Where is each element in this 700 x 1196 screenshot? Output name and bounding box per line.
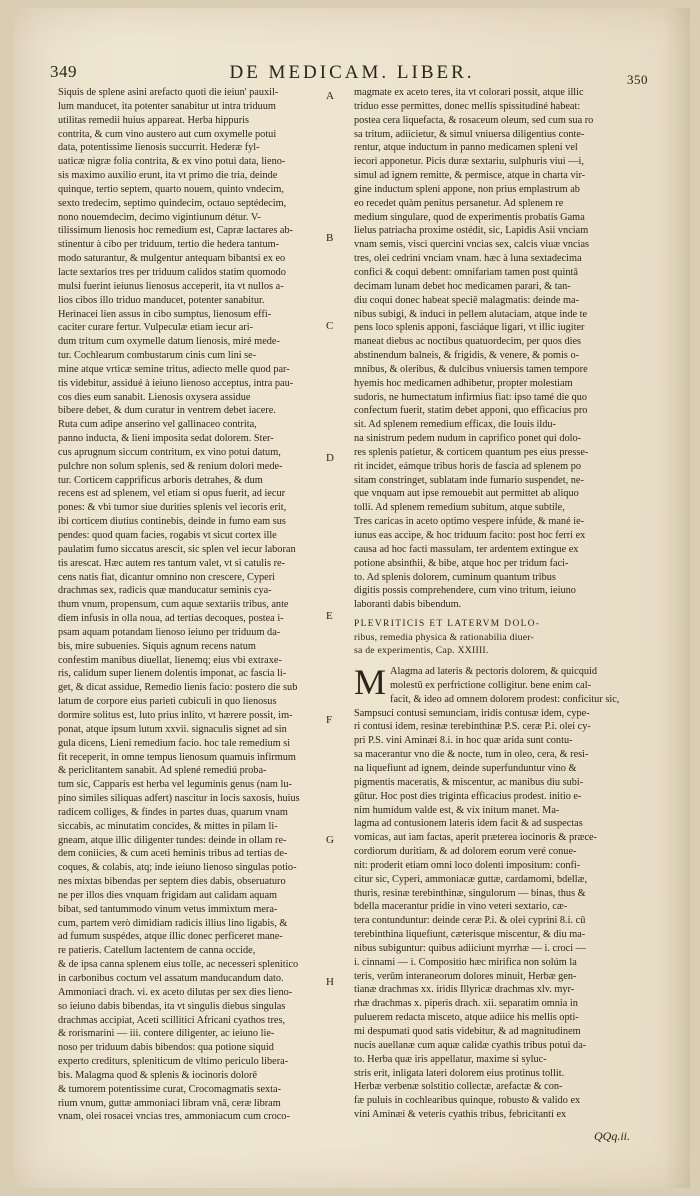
text-line: gine inductum spleni appone, non prius emplastrum ab xyxy=(354,183,580,195)
text-line: decimam lunam debet hoc medicamen parari, & tan- xyxy=(354,280,571,292)
margin-letter: G xyxy=(326,834,334,846)
text-line: tum sic, Capparis est herba vel leguminis genus (nam lu- xyxy=(58,779,292,791)
text-line: siccabis, ac minutatim concides, & mittes in pilam li- xyxy=(58,820,278,832)
text-line: nim humidum valde est, & vix initum manet. Ma- xyxy=(354,804,560,816)
chapter-heading-line2: ribus, remedia physica & rationabilia diuer- xyxy=(354,632,534,644)
text-line: nibus subiguntur: quibus adiiciunt myrrhæ — i. croci — xyxy=(354,942,586,954)
text-line: ne per illos dies vnquam frigidam aut calidam aquam xyxy=(58,889,278,901)
text-line: confici & coqui debent: omnifariam tamen post quintā xyxy=(354,266,578,278)
text-line: gula dicens, Lieni remedium facio. hoc tale remedium si xyxy=(58,737,291,749)
text-line: maneat diebus ac noctibus quatuordecim, per quos dies xyxy=(354,336,582,348)
text-line: mi despumati quod satis videbitur, & ad magnitudinem xyxy=(354,1026,581,1037)
text-line: ri contusi idem, resinæ terebinthinæ P.S. ceræ P.i. olei cy- xyxy=(354,721,591,733)
text-line: noso per triduum dabis bibendos: qua potione siquid xyxy=(58,1042,274,1054)
right-column-chapter-text xyxy=(354,662,644,1122)
text-line: mnibus, & oleribus, & dulcibus vniuersis tamen tempore xyxy=(354,363,588,375)
margin-letter: A xyxy=(326,90,334,102)
text-line: causa ad hoc facti massulam, ter ardentem extingue ex xyxy=(354,543,579,555)
drop-cap: M xyxy=(354,662,387,703)
text-line: radicem colliges, & findes in partes duas, quarum vnam xyxy=(58,806,288,818)
text-line: sa tritum, adiicietur, & simul vniuersa diligentius conte- xyxy=(354,128,585,140)
text-line: sis maximo auxilio erunt, ita vt primo die tria, deinde xyxy=(58,170,278,182)
page-number-left: 349 xyxy=(50,62,77,81)
text-line: dum tritum cum oxymelle datum lienosis, miré mede- xyxy=(58,336,280,348)
text-line: simul ad ignem remitte, & permisce, atque in charta vir- xyxy=(354,170,586,182)
text-line: na sinistrum pedem nudum in caprifico ponet qui dolo- xyxy=(354,433,582,445)
text-line: i. cinnami — i. Compositio hæc mirifica non solúm la xyxy=(354,956,577,968)
text-line: pino similes siliquas adfert) nascitur in locis saxosis, huius xyxy=(58,793,300,805)
text-line: Ruta cum adipe anserino vel gallinaceo contrita, xyxy=(58,419,257,431)
text-line: triduo esse permittes, donec mellis spissitudiné habeat: xyxy=(354,100,581,112)
text-line: bibat, sed tantummodo vinum vetus immixtum mera- xyxy=(58,903,278,915)
chapter-heading xyxy=(354,618,644,657)
chapter-heading-caps: PLEVRITICIS ET LATERVM DOLO- xyxy=(354,619,541,630)
text-line: ris, calidum super lienem dolentis imponat, ac fascia li- xyxy=(58,668,287,680)
text-line: latum de corpore eius parieti cubiculi in quo lienosus xyxy=(58,696,277,708)
text-line: thum vnum, propensum, cum aquæ sextariis tribus, ante xyxy=(58,599,289,611)
book-page xyxy=(14,8,690,1188)
text-line: sitam constringet, sublatam inde fumario suspendet, ne- xyxy=(354,474,584,486)
text-line: bis. Malagma quod & splenis & iocinoris dolorē xyxy=(58,1069,258,1081)
text-line: utilitas remedii huius appareat. Herba hippuris xyxy=(58,114,250,126)
text-line: pulchre non solum splenis, sed & renium dolori mede- xyxy=(58,460,283,472)
text-line: drachmas sex, radicis quæ manducatur seminis cya- xyxy=(58,585,272,597)
text-line: to. Herba quæ iris appellatur, maxime si syluc- xyxy=(354,1053,547,1065)
text-line: lum manducet, ita potenter sanabitur ut intra triduum xyxy=(58,100,276,112)
text-line: & de ipsa canna splenem eius tolle, ac necesseri splenitico xyxy=(58,959,299,971)
right-column-top-text xyxy=(354,86,644,612)
text-line: uaticæ nigræ folia contrita, & ex vino potui data, lieno- xyxy=(58,156,286,168)
text-line: contrita, & cum vino austero aut cum oxymelle potui xyxy=(58,128,277,140)
text-line: Herinacei lien assus in cibo sumptus, lienosum effi- xyxy=(58,308,272,320)
text-line: rium vnum, guttæ ammoniaci libram vnā, ceræ libram xyxy=(58,1097,281,1109)
text-line: gūtur. Hoc post dies triginta efficacius prodest. initio e- xyxy=(354,790,582,802)
text-line: tur. Corticem capprificus arboris detrahes, & dum xyxy=(58,474,263,486)
text-line: vnam semis, visci quercini vncias sex, calcis viuæ vncias xyxy=(354,239,590,251)
text-line: tres, olei cedrini vnciam vnam. hæc à luna sextadecima xyxy=(354,253,582,265)
text-line: sudoris, ne humectatum infirmius fiat: ipso tamé die quo xyxy=(354,391,588,403)
text-line: digitis possis comprehendere, cum vino tritum, ieiuno xyxy=(354,585,576,597)
text-line: nucis auellanæ cum aquæ calidæ cyathis tribus potui da- xyxy=(354,1039,587,1051)
chapter-heading-line3: sa de experimentis, Cap. XXIIII. xyxy=(354,645,489,657)
text-line: recens est ad splenem, vel etiam si opus fuerit, ad iecur xyxy=(58,488,286,500)
text-line: res splenis patietur, & corticem quantum pes eius presse- xyxy=(354,446,589,458)
text-line: dem coniicies, & cum aceti heminis tribus ad tertias de- xyxy=(58,848,288,860)
text-line: pigmentis maceratis, & miscentur, ac manibus diu subi- xyxy=(354,776,584,788)
text-line: gneam, atque illic diligenter tundes: deinde in ollam re- xyxy=(58,834,287,846)
margin-letter: E xyxy=(326,610,333,622)
text-line: Sampsuci contusi semunciam, iridis contusæ idem, cype- xyxy=(354,707,590,719)
text-line: data, potentissime lienosis succurrit. Hederæ fyl- xyxy=(58,142,260,154)
text-line: postea cera liquefacta, & rosaceum oleum, sed cum sua ro xyxy=(354,114,594,126)
text-line: confectum fuerit, statim debet apponi, quo efficacius pro xyxy=(354,405,588,417)
text-line: Herbæ verbenæ solstitio collectæ, arefactæ & con- xyxy=(354,1081,563,1093)
text-line: ad fumum suspédes, atque illic donec perficeret mane- xyxy=(58,931,283,943)
text-line: cens natis fiat, dicantur omnino non crescere, Cyperi xyxy=(58,571,276,583)
text-line: lielus patriacha proxime ostédit, sic, Lapidis Asii vnciam xyxy=(354,225,589,237)
text-line: bibere debet, & dum curatur in ventrem debet iacere. xyxy=(58,405,276,417)
text-line: pens loco splenis apponi, fasciáque ligari, vt illic iugiter xyxy=(354,322,585,334)
text-line: Siquis de splene asini arefacto quoti die ieiun' pauxil- xyxy=(58,87,279,98)
text-line: Tres caricas in aceto optimo vespere infúde, & mané ie- xyxy=(354,516,585,528)
text-line: puluerem redacta misceto, atque adiice his mellis opti- xyxy=(354,1012,579,1024)
text-line: tianæ drachmas xx. iridis Illyricæ drachmas xlv. myr- xyxy=(354,984,575,996)
signature-mark: QQq.ii. xyxy=(594,1129,630,1143)
text-line: iunus eas accipe, & hoc triduum facito: post hoc ferri ex xyxy=(354,530,586,541)
text-line: iecori apponetur. Picis duræ sextariu, sulphuris viui —i, xyxy=(354,156,584,168)
text-line: mine atque vrticæ semine tritus, adiecto melle quod par- xyxy=(58,363,290,375)
text-line: teris, verūm interaneorum dolores minuit, Herbæ gen- xyxy=(354,970,577,982)
text-line: mulsi fuerint ieiunus lienosus acceperit, ita vt nullos a- xyxy=(58,280,284,292)
text-line: pendes: quod quam facies, rogabis vt sicut cortex ille xyxy=(58,530,277,541)
text-line: citur sic, Cyperi, ammoniacæ guttæ, cardamomi, bdellæ, xyxy=(354,873,588,885)
text-line: molestū ex perfrictione colligitur. bene enim cal- xyxy=(390,679,592,691)
text-line: thuris, resinæ terebinthinæ, singulorum — binas, thus & xyxy=(354,887,586,899)
text-line: vnam, olei rosacei vncias tres, ammoniacum cum croco- xyxy=(58,1111,290,1123)
margin-letter: D xyxy=(326,452,334,464)
text-line: stris erit, inligata lateri dolorem eius protinus tollit. xyxy=(354,1067,565,1079)
text-line: abstinendum balneis, & frigidis, & venere, & pomis o- xyxy=(354,350,580,362)
text-line: panno inducta, & lieni imposita sedat dolorem. Ster- xyxy=(58,433,274,445)
text-line: pri P.S. vini Aminæi 8.i. in hoc quæ arida sunt contu- xyxy=(354,735,573,747)
text-line: fæ puluis in cochlearibus quinque, robusto & valido ex xyxy=(354,1095,581,1107)
text-line: quinque, tertio septem, quarto nouem, quinto vndecim, xyxy=(58,183,284,195)
text-line: & rorismarini — iii. contere diligenter, ac ieiuno lie- xyxy=(58,1028,275,1040)
text-line: laboranti dabis bibendum. xyxy=(354,599,462,611)
left-text-column xyxy=(58,86,320,1124)
text-line: to. Ad splenis dolorem, cuminum quantum tribus xyxy=(354,571,556,583)
text-line: que vnquam aut ipse remouebit aut permittet ab aliquo xyxy=(354,488,579,500)
margin-letters xyxy=(322,86,346,1086)
text-line: cum, partem verò dimidiam radicis illius lino ligabis, & xyxy=(58,917,288,929)
text-line: medium singulare, quod de experimentis probatis Gama xyxy=(354,211,585,223)
text-line: & tumorem potentissime curat, Crocomagmatis sexta- xyxy=(58,1083,282,1095)
text-line: rhæ drachmas x. piperis drach. xii. separatim omnia in xyxy=(354,998,578,1010)
margin-letter: H xyxy=(326,976,334,988)
right-text-column xyxy=(354,86,644,1122)
text-line: na liquefiunt ad ignem, deinde superfunduntur vino & xyxy=(354,762,577,774)
text-line: caciter curare fertur. Vulpeculæ etiam iecur ari- xyxy=(58,322,254,334)
text-line: tur. Cochlearum combustarum cinis cum lini se- xyxy=(58,350,257,362)
text-line: tolli. Ad splenem remedium subitum, atque subtile, xyxy=(354,502,565,514)
text-line: psam aquam potandam lienoso ieiuno per triduum da- xyxy=(58,626,281,638)
text-line: sa macerantur vno die & nocte, tum in oleo, cera, & resi- xyxy=(354,749,589,761)
text-line: tis videbitur, assidué à ieiuno lienoso acceptus, intra pau- xyxy=(58,377,294,389)
text-line: sexto tredecim, septimo quindecim, octauo septédecim, xyxy=(58,197,287,209)
text-line: cus aprugnum siccum contritum, ex vino potui datum, xyxy=(58,446,281,458)
text-line: lacte sextarios tres per triduum calidos statim quomodo xyxy=(58,266,286,278)
text-line: ponat, atque ipsum lutum xxvii. signaculis signet ad sin xyxy=(58,723,287,735)
text-line: rentur, atque inductum in panno medicamen spleni vel xyxy=(354,142,578,154)
text-line: rit incidet, eámque tribus horis de fascia ad splenem po xyxy=(354,460,582,472)
text-line: diu coqui donec habeat speciē malagmatis: deinde ma- xyxy=(354,294,580,306)
text-line: nit: proderit etiam omni loco dolenti impositum: confi- xyxy=(354,859,581,871)
text-line: Ammoniaci drach. vi. ex aceto dilutas per sex dies lieno- xyxy=(58,986,293,998)
text-line: lios cibos illo triduo manducet, potenter sanabitur. xyxy=(58,294,265,306)
text-line: terebinthina liquefiunt, cæterisque miscentur, & diu ma- xyxy=(354,929,586,941)
text-line: diem infusis in olla noua, ad tertias decoques, postea i- xyxy=(58,613,284,625)
text-line: hyemis hoc medicamen adhibetur, propter molestiam xyxy=(354,377,573,389)
margin-letter: C xyxy=(326,320,334,332)
text-line: potione absinthii, & bibe, atque hoc per tridum faci- xyxy=(354,557,569,569)
text-line: sit. Ad splenem remedium efficax, die Iouis ildu- xyxy=(354,419,556,431)
page-number-right: 350 xyxy=(627,72,648,87)
margin-letter: B xyxy=(326,232,334,244)
text-line: in carbonibus coctum vel assatum manducandum dato. xyxy=(58,973,284,984)
text-line: paulatim fumo siccatus arescit, sic splen vel iecur laboran xyxy=(58,543,296,555)
text-line: tera contunduntur: deinde ceræ P.i. & olei cyprini 8.i. cū xyxy=(354,915,586,927)
text-line: drachmas accipiat, Aceti scillitici Africani cyathos tres, xyxy=(58,1014,286,1026)
text-line: stinentur à cibo per triduum, tertio die hedera tantum- xyxy=(58,239,280,251)
text-line: nono nouemdecim, decimo vigintiunum détur. V- xyxy=(58,211,261,223)
text-line: tis arescat. Hæc autem res tantum valet, vt si catulis re- xyxy=(58,557,286,569)
text-line: coques, & colabis, atq; inde ieiuno lienoso singulas potio- xyxy=(58,862,297,874)
text-line: vomicas, aut iam factas, aperit præterea iocinoris & præce- xyxy=(354,832,598,844)
text-line: experto crediturs, spleniticum de vltimo periculo libera- xyxy=(58,1056,289,1068)
text-line: magmate ex aceto teres, ita vt colorari possit, atque illic xyxy=(354,87,584,98)
margin-letter: F xyxy=(326,714,333,726)
text-line: cos dies eum sanabit. Lienosis oxysera assidue xyxy=(58,391,251,403)
text-line: ibi corticem diutius continebis, deinde in fumo eam sus xyxy=(58,516,286,528)
text-line: confestim manibus diuellat, lienemq; eius vbi extraxe- xyxy=(58,654,282,666)
running-head: DE MEDICAM. LIBER. xyxy=(229,62,475,83)
text-line: bdella macerantur pridie in vino veteri sextario, cæ- xyxy=(354,901,568,913)
text-line: fit receperit, in omne tempus lienosum quamuis infirmum xyxy=(58,751,296,763)
text-line: re patieris. Catellum lactentem de canna occide, xyxy=(58,945,256,957)
text-line: vini Aminæi & veteris cyathis tribus, febricitanti ex xyxy=(354,1109,567,1121)
text-line: bis, mire subuenies. Siquis agnum recens natum xyxy=(58,640,256,652)
text-line: pones: & vbi tumor siue durities splenis vel iecoris erit, xyxy=(58,502,287,514)
text-line: nes mixtas bibendas per septem dies dabis, obseruaturo xyxy=(58,876,286,888)
text-line: dormire solitus est, luto prius inlito, vt hærere possit, im- xyxy=(58,709,293,721)
text-line: get, & dicat assidue, Remedio lienis facio: postero die sub xyxy=(58,682,298,694)
text-line: tilissimum lienosis hoc remedium est, Capræ lactares ab- xyxy=(58,225,294,237)
text-line: so ieiuno dabis bibendas, ita vt singulis diebus singulas xyxy=(58,1000,286,1012)
text-line: eo recedet quàm penitus persanetur. Ad splenem re xyxy=(354,197,564,209)
text-line: cordiorum duritiam, & ad dolorem eorum veré conue- xyxy=(354,846,577,858)
text-line: Alagma ad lateris & pectoris dolorem, & quicquid xyxy=(390,666,598,678)
text-line: lagma ad contusionem lateris idem facit & ad suspectas xyxy=(354,818,583,830)
text-line: & periclitantem sanabit. Ad splené remediú proba- xyxy=(58,765,267,777)
text-line: facit, & ideo ad omnem dolorem prodest: conficitur sic, xyxy=(390,693,620,705)
text-line: modo saturantur, & mulgentur antequam bibantsi ex eo xyxy=(58,253,286,265)
text-line: nibus subigi, & induci in pellem alutaciam, atque inde te xyxy=(354,308,588,320)
